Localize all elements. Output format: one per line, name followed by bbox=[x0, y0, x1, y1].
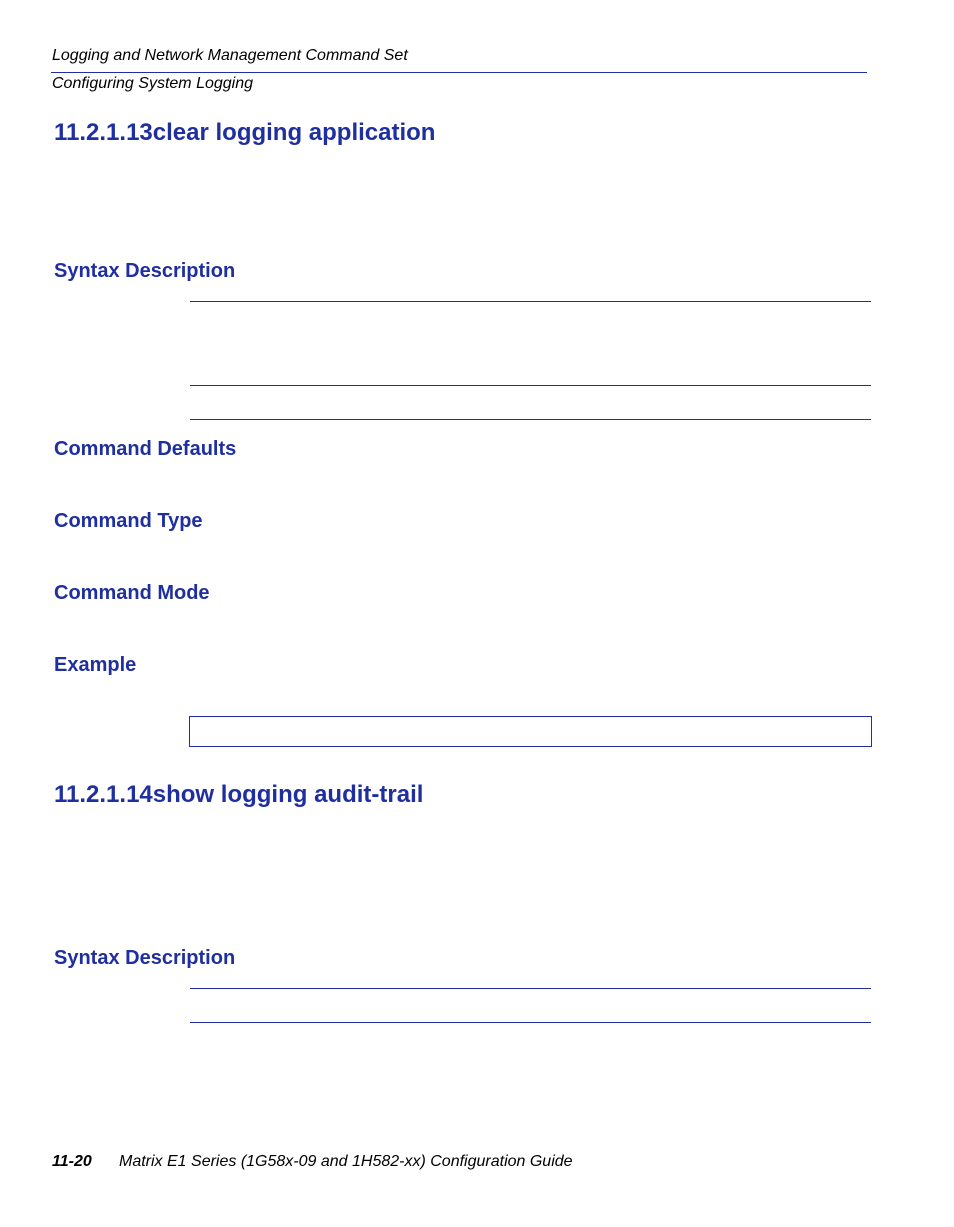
command-type-heading: Command Type bbox=[54, 510, 203, 532]
syntax-table-bottom-rule-2 bbox=[190, 1022, 871, 1023]
header-rule bbox=[51, 72, 867, 73]
running-header-section: Configuring System Logging bbox=[52, 75, 254, 92]
page-number: 11-20 bbox=[52, 1153, 92, 1170]
syntax-table-top-rule-2 bbox=[190, 988, 871, 989]
syntax-table-bottom-rule bbox=[190, 419, 871, 420]
command-defaults-heading: Command Defaults bbox=[54, 438, 237, 460]
command-mode-heading: Command Mode bbox=[54, 582, 210, 604]
example-code-box bbox=[189, 716, 872, 747]
syntax-table-separator-rule bbox=[190, 385, 871, 386]
section-title-clear-logging-application: 11.2.1.13clear logging application bbox=[54, 119, 436, 146]
syntax-description-heading: Syntax Description bbox=[54, 260, 236, 282]
guide-title: Matrix E1 Series (1G58x-09 and 1H582-xx) Configuration Guide bbox=[119, 1153, 573, 1170]
syntax-table-top-rule bbox=[190, 301, 871, 302]
running-header-chapter: Logging and Network Management Command Set bbox=[52, 47, 408, 64]
example-heading: Example bbox=[54, 654, 137, 676]
syntax-description-heading-2: Syntax Description bbox=[54, 947, 236, 969]
section-title-show-logging-audit-trail: 11.2.1.14show logging audit-trail bbox=[54, 781, 424, 808]
